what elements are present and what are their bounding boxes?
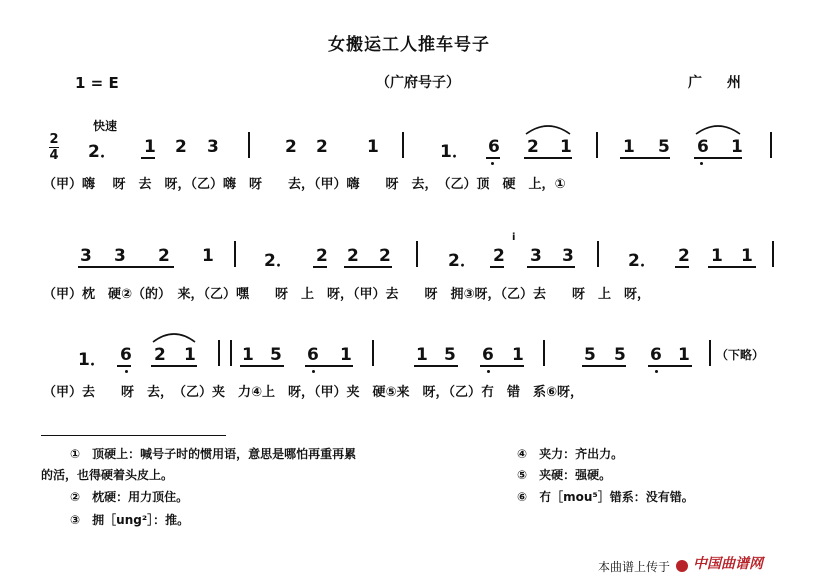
note: 6 xyxy=(650,345,662,365)
underline xyxy=(313,266,327,268)
note: 1 xyxy=(731,137,743,157)
low-octave-dot xyxy=(491,162,494,165)
underline xyxy=(694,157,742,159)
underline xyxy=(151,365,197,367)
low-octave-dot xyxy=(700,162,703,165)
underline xyxy=(648,365,692,367)
underline xyxy=(480,365,524,367)
note: 1 xyxy=(623,137,635,157)
barline xyxy=(248,132,250,158)
note: 2 xyxy=(316,246,328,266)
tie-slur xyxy=(524,122,572,136)
note: 2． xyxy=(448,251,477,271)
note: 1 xyxy=(340,345,352,365)
low-octave-dot xyxy=(487,370,490,373)
underline xyxy=(117,365,131,367)
note: 5 xyxy=(658,137,670,157)
underline xyxy=(141,157,155,159)
lyrics-line-2: （甲）枕 硬②（的） 来，（乙）嘿 呀 上 呀，（甲）去 呀 拥③呀，（乙）去 呀 上 呀， xyxy=(43,287,651,302)
underline xyxy=(414,365,458,367)
underline xyxy=(490,266,504,268)
note: 2 xyxy=(527,137,539,157)
underline xyxy=(78,266,174,268)
footnote-2: ② 枕硬：用力顶住。 xyxy=(70,490,189,504)
barline xyxy=(770,132,772,158)
note: 5 xyxy=(270,345,282,365)
underline xyxy=(305,365,353,367)
note: 3 xyxy=(114,246,126,266)
barline xyxy=(218,340,220,366)
note: 1 xyxy=(711,246,723,266)
barline xyxy=(372,340,374,366)
note: 1 xyxy=(678,345,690,365)
tempo-marking: 快速 xyxy=(93,119,118,133)
barline xyxy=(772,241,774,267)
underline xyxy=(620,157,670,159)
note: 2 xyxy=(347,246,359,266)
underline xyxy=(524,157,572,159)
note: 2 xyxy=(316,137,328,157)
note: 6 xyxy=(697,137,709,157)
note: 2 xyxy=(285,137,297,157)
barline xyxy=(234,241,236,267)
time-signature-bottom: 4 xyxy=(49,148,59,163)
omitted-marker: （下略） xyxy=(716,348,765,362)
note: 2 xyxy=(379,246,391,266)
page-title: 女搬运工人推车号子 xyxy=(328,35,490,55)
lyrics-line-1: （甲）嗨 呀 去 呀，（乙）嗨 呀 去，（甲）嗨 呀 去， （乙）顶 硬 上，① xyxy=(43,177,566,192)
note: 5 xyxy=(444,345,456,365)
footnote-rule xyxy=(41,435,226,436)
note: 1 xyxy=(144,137,156,157)
note: 2 xyxy=(493,246,505,266)
note: 1 xyxy=(367,137,379,157)
note: 3 xyxy=(530,246,542,266)
note: 2 xyxy=(678,246,690,266)
barline xyxy=(596,132,598,158)
note: 5 xyxy=(584,345,596,365)
underline xyxy=(486,157,500,159)
note: 6 xyxy=(482,345,494,365)
barline xyxy=(230,340,232,366)
note: 1 xyxy=(741,246,753,266)
grace-note: i xyxy=(512,232,516,243)
underline xyxy=(527,266,575,268)
note: 3 xyxy=(80,246,92,266)
note: 1 xyxy=(512,345,524,365)
low-octave-dot xyxy=(312,370,315,373)
low-octave-dot xyxy=(125,370,128,373)
region-label: 广 州 xyxy=(688,75,751,91)
note: 3 xyxy=(207,137,219,157)
barline xyxy=(543,340,545,366)
underline xyxy=(708,266,756,268)
underline xyxy=(344,266,392,268)
note: 1 xyxy=(560,137,572,157)
barline xyxy=(402,132,404,158)
key-signature: 1 = E xyxy=(75,74,119,92)
time-signature-top: 2 xyxy=(49,132,59,147)
note: 1． xyxy=(78,350,107,370)
barline xyxy=(597,241,599,267)
note: 2 xyxy=(154,345,166,365)
note: 1 xyxy=(242,345,254,365)
footnote-1-cont: 的活，也得硬着头皮上。 xyxy=(41,468,174,482)
note: 1 xyxy=(416,345,428,365)
note: 5 xyxy=(614,345,626,365)
footnote-6: ⑥ 冇［mou⁵］错系：没有错。 xyxy=(517,490,694,504)
barline xyxy=(709,340,711,366)
upload-credit: 本曲谱上传于 xyxy=(598,560,671,574)
barline xyxy=(416,241,418,267)
footnote-5: ⑤ 夹硬：强硬。 xyxy=(517,468,612,482)
note: 2 xyxy=(175,137,187,157)
note: 3 xyxy=(562,246,574,266)
subtitle: （广府号子） xyxy=(376,75,460,91)
tie-slur xyxy=(151,330,197,344)
note: 2． xyxy=(88,142,117,162)
footnote-3: ③ 拥［ung²］：推。 xyxy=(70,513,190,527)
underline xyxy=(675,266,689,268)
note: 2． xyxy=(628,251,657,271)
note: 1． xyxy=(440,142,469,162)
low-octave-dot xyxy=(655,370,658,373)
lyrics-line-3: （甲）去 呀 去， （乙）夹 力④上 呀，（甲）夹 硬⑤来 呀，（乙）冇 错 系⑥呀， xyxy=(43,385,584,400)
site-logo[interactable]: 中国曲谱网 xyxy=(693,556,763,572)
underline xyxy=(240,365,284,367)
time-signature xyxy=(49,133,59,162)
note: 1 xyxy=(202,246,214,266)
note: 6 xyxy=(120,345,132,365)
underline xyxy=(582,365,626,367)
note: 2． xyxy=(264,251,293,271)
tie-slur xyxy=(694,122,742,136)
site-logo-icon xyxy=(676,560,688,572)
note: 6 xyxy=(307,345,319,365)
note: 2 xyxy=(158,246,170,266)
footnote-1: ① 顶硬上：喊号子时的惯用语，意思是哪怕再重再累 xyxy=(70,447,357,461)
note: 6 xyxy=(488,137,500,157)
note: 1 xyxy=(184,345,196,365)
footnote-4: ④ 夹力：齐出力。 xyxy=(517,447,624,461)
